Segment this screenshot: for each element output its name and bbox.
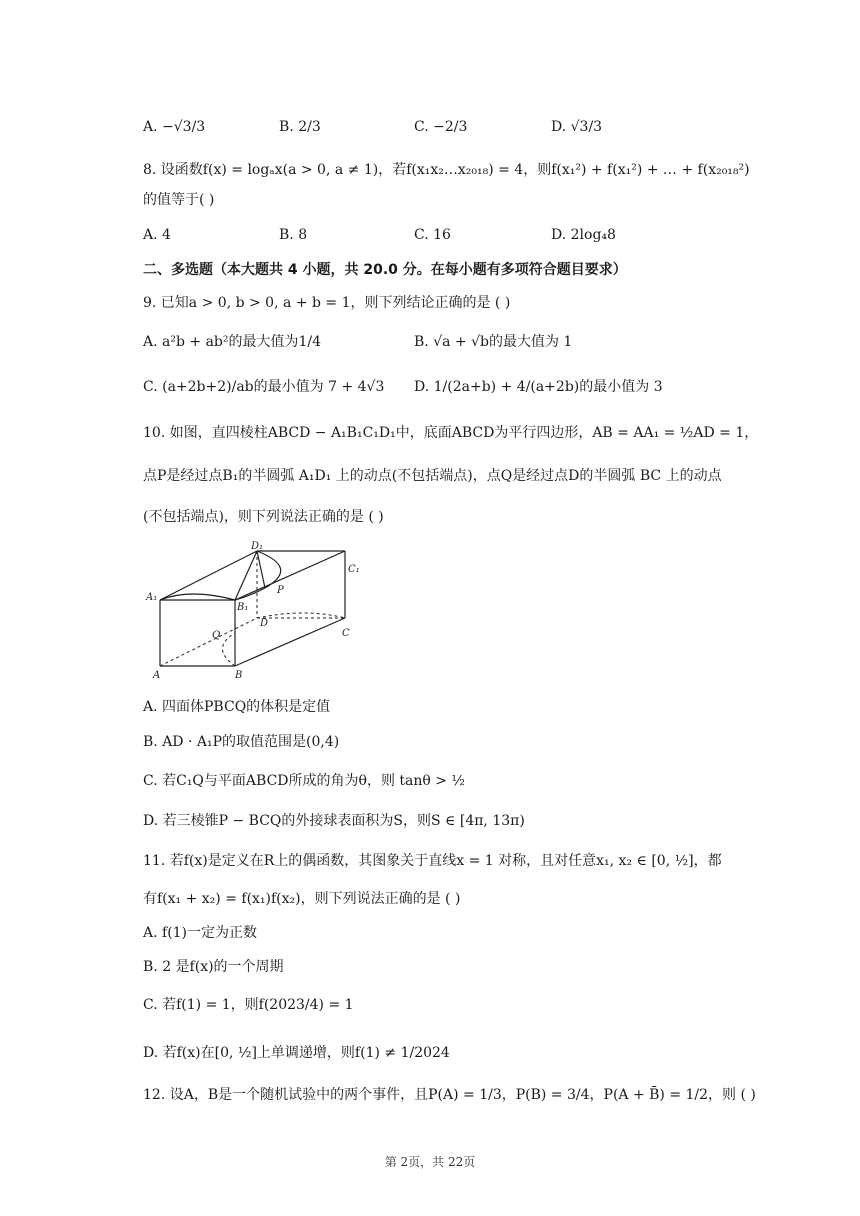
q7-option-b: B. 2/3	[279, 119, 321, 135]
label-c: C	[342, 628, 350, 639]
q10-stem-line3: (不包括端点)，则下列说法正确的是 ( )	[143, 509, 384, 525]
q7-option-a: A. −√3/3	[143, 119, 206, 135]
label-a: A	[153, 670, 161, 681]
label-c1: C₁	[348, 564, 360, 575]
q10-option-d: D. 若三棱锥P − BCQ的外接球表面积为S，则S ∈ [4π, 13π)	[143, 813, 525, 829]
edge-ad-hidden	[160, 618, 257, 666]
label-p: P	[277, 585, 284, 596]
edge-a1d1	[160, 551, 257, 600]
q11-stem-line2: 有f(x₁ + x₂) = f(x₁)f(x₂)，则下列说法正确的是 ( )	[143, 891, 461, 907]
q11-stem-line1: 11. 若f(x)是定义在R上的偶函数，其图象关于直线x = 1 对称，且对任意x₁, x₂ ∈ [0, ½]，都	[143, 853, 722, 869]
q10-option-c: C. 若C₁Q与平面ABCD所成的角为θ，则 tanθ > ½	[143, 773, 466, 789]
q7-option-d: D. √3/3	[551, 119, 603, 135]
label-d: D	[260, 618, 269, 629]
q8-option-b: B. 8	[279, 227, 308, 243]
label-q: Q	[212, 630, 221, 641]
edge-d1b1	[235, 551, 257, 600]
edge-bc	[235, 618, 345, 666]
prism-figure	[140, 538, 370, 683]
q9-stem: 9. 已知a > 0, b > 0, a + b = 1，则下列结论正确的是 ( )	[143, 295, 511, 311]
label-b: B	[235, 670, 243, 681]
q8-option-d: D. 2log₄8	[551, 227, 616, 243]
q11-option-d: D. 若f(x)在[0, ½]上单调递增，则f(1) ≠ 1/2024	[143, 1045, 450, 1061]
q11-option-c: C. 若f(1) = 1，则f(2023/4) = 1	[143, 997, 354, 1013]
q9-option-c: C. (a+2b+2)/ab的最小值为 7 + 4√3	[143, 379, 385, 395]
page-footer: 第 2页，共 22页	[384, 1155, 476, 1169]
q9-option-a: A. a²b + ab²的最大值为1/4	[143, 334, 322, 350]
q8-stem-line2: 的值等于( )	[143, 192, 215, 208]
label-a1: A₁	[146, 592, 158, 603]
q8-option-c: C. 16	[414, 227, 451, 243]
q10-stem-line1: 10. 如图，直四棱柱ABCD − A₁B₁C₁D₁中，底面ABCD为平行四边形，AB = AA₁ = ½AD = 1，	[143, 425, 759, 441]
q10-stem-line2: 点P是经过点B₁的半圆弧 A₁D₁ 上的动点(不包括端点)，点Q是经过点D的半圆弧 BC 上的动点	[143, 468, 722, 484]
section-heading: 二、多选题（本大题共 4 小题，共 20.0 分。在每小题有多项符合题目要求）	[143, 262, 627, 278]
q12-stem: 12. 设A，B是一个随机试验中的两个事件，且P(A) = 1/3，P(B) = 3/4，P(A + B̄) = 1/2，则 ( )	[143, 1087, 756, 1103]
edge-d1p	[257, 551, 265, 588]
q11-option-b: B. 2 是f(x)的一个周期	[143, 959, 284, 975]
edge-b1c1	[235, 551, 345, 600]
q9-option-b: B. √a + √b的最大值为 1	[414, 334, 573, 350]
arc-bc-hidden	[223, 633, 236, 666]
q10-option-b: B. AD · A₁P的取值范围是(0,4)	[143, 734, 340, 750]
arc-dc-hidden	[257, 613, 345, 618]
q8-option-a: A. 4	[143, 227, 171, 243]
q9-option-d: D. 1/(2a+b) + 4/(a+2b)的最小值为 3	[414, 379, 663, 395]
label-b1: B₁	[237, 602, 249, 613]
q11-option-a: A. f(1)一定为正数	[143, 925, 258, 941]
q7-option-c: C. −2/3	[414, 119, 468, 135]
q10-option-a: A. 四面体PBCQ的体积是定值	[143, 699, 331, 715]
q8-stem-line1: 8. 设函数f(x) = logₐx(a > 0, a ≠ 1)，若f(x₁x₂…x₂₀₁₈) = 4，则f(x₁²) + f(x₁²) + … + f(x₂₀₁₈²)	[143, 162, 750, 178]
label-d1: D₁	[251, 541, 264, 552]
